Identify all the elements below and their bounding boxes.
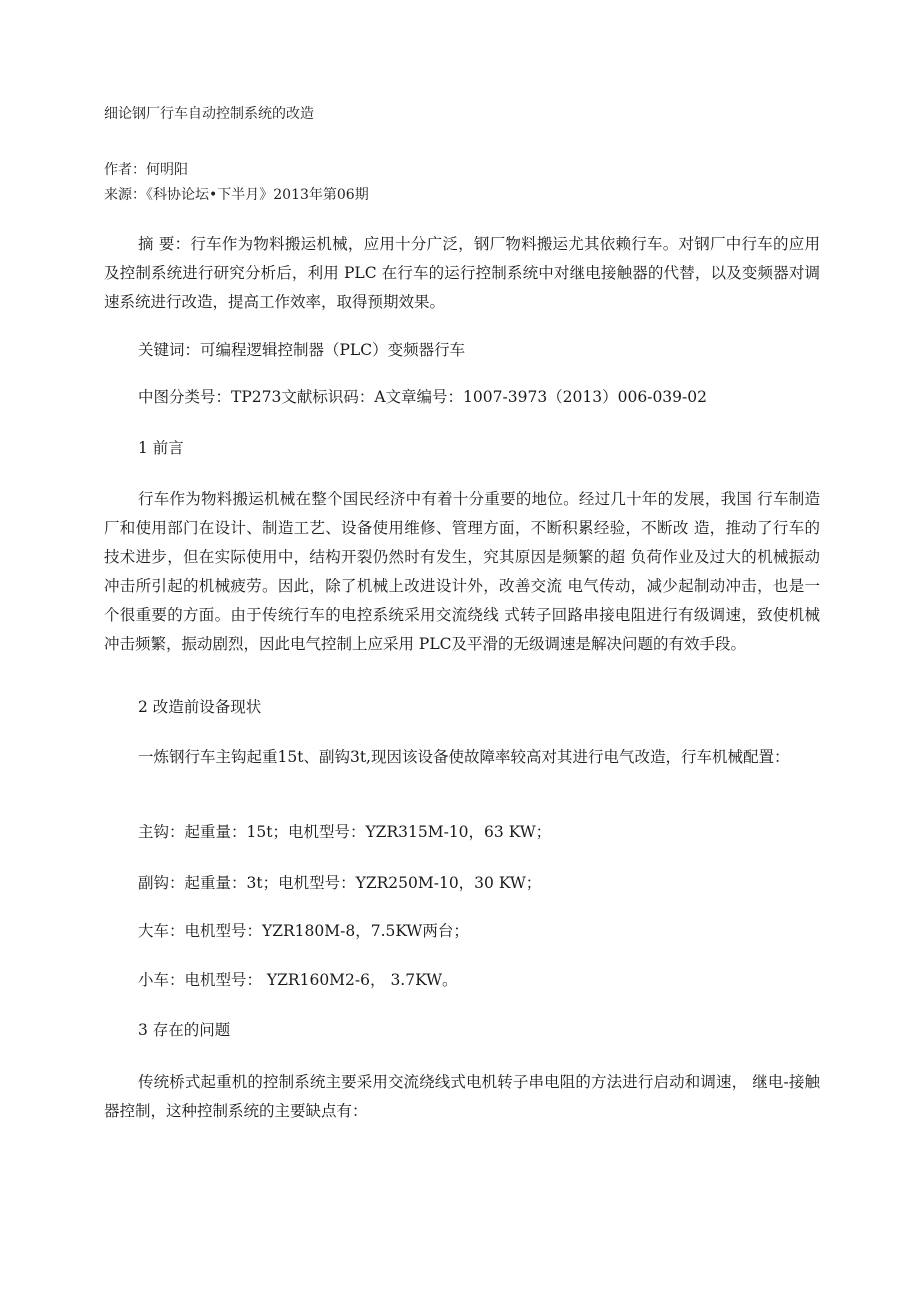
section-1-heading: 1 前言 <box>138 439 184 457</box>
keywords-line: 关键词：可编程逻辑控制器（PLC）变频器行车 <box>138 341 466 359</box>
section-2-heading: 2 改造前设备现状 <box>138 698 262 716</box>
section-2-paragraph: 一炼钢行车主钩起重15t、副钩3t,现因该设备使故障率较高对其进行电气改造，行车机械配置： <box>138 748 790 766</box>
section-3-heading: 3 存在的问题 <box>138 1021 231 1039</box>
classification-line: 中图分类号：TP273文献标识码：A文章编号：1007-3973（2013）006-039-02 <box>138 388 707 406</box>
section-3-paragraph: 传统桥式起重机的控制系统主要采用交流绕线式电机转子串电阻的方法进行启动和调速， 继电-接触器控制，这种控制系统的主要缺点有： <box>104 1073 820 1120</box>
spec-small-cart: 小车：电机型号： YZR160M2-6， 3.7KW。 <box>138 971 458 989</box>
section-1-paragraph: 行车作为物料搬运机械在整个国民经济中有着十分重要的地位。经过几十年的发展，我国 行车制造厂和使用部门在设计、制造工艺、设备使用维修、管理方面，不断积累经验，不断改 造，推动了行车的技术进步，但在实际使用中，结构开裂仍然时有发生，究其原因是频繁的超 负荷作业及过大的机械振动冲击所引起的机械疲劳。因此，除了机械上改进设计外，改善交流 电气传动，减少起制动冲击，也是一个很重要的方面。由于传统行车的电控系统采用交流绕线 式转子回路串接电阻进行有级调速，致使机械冲击频繁，振动剧烈，因此电气控制上应采用 PLC及平滑的无级调速是解决问题的有效手段。 <box>104 490 820 653</box>
spec-aux-hook: 副钩：起重量：3t；电机型号：YZR250M-10，30 KW； <box>138 874 542 892</box>
article-author: 作者：何明阳 <box>104 162 188 178</box>
article-title: 细论钢厂行车自动控制系统的改造 <box>104 106 314 122</box>
abstract-paragraph: 摘 要：行车作为物料搬运机械，应用十分广泛，钢厂物料搬运尤其依赖行车。对钢厂中行车的应用及控制系统进行研究分析后，利用 PLC 在行车的运行控制系统中对继电接触器的代替，以及变频器对调速系统进行改造，提高工作效率，取得预期效果。 <box>104 235 820 311</box>
article-source: 来源：《科协论坛•下半月》2013年第06期 <box>104 187 369 203</box>
spec-main-hook: 主钩：起重量：15t；电机型号：YZR315M-10，63 KW； <box>138 823 552 841</box>
spec-big-cart: 大车：电机型号：YZR180M-8，7.5KW两台； <box>138 922 469 940</box>
